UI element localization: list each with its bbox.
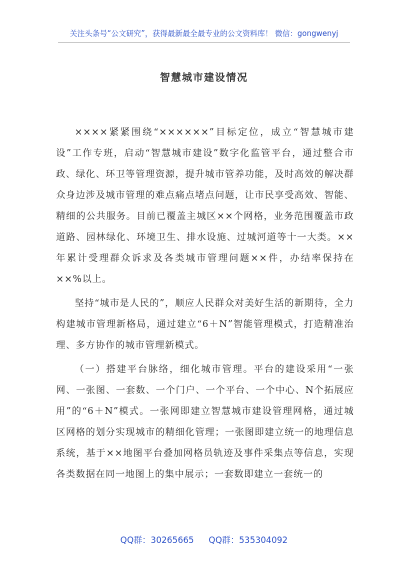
document-body — [56, 122, 354, 488]
paragraph-3: （一）搭建平台脉络，细化城市管理。平台的建设采用“一张网、一张图、一套数、一个门户、一个平台、一个中心、N个拓展应用”的“6＋N”模式。一张网即建立智慧城市建设管理网格，通过城区网格的划分实现城市的精细化管理；一张图即建立统一的地理信息系统，基于××地图平台叠加网格员轨迹及事件采集点等信息，实现各类数据在同一地图上的集中展示；一套数即建立一套统一的 — [56, 364, 354, 480]
paragraph-2: 坚持“城市是人民的”，顺应人民群众对美好生活的新期待，全力构建城市管理新格局，通过建立“6＋N”智能管理模式，打造精准治理、多方协作的城市管理新模式。 — [56, 298, 354, 351]
header-note: 关注头条号“公文研究”，获得最新最全最专业的公文资料库！ 微信：gongwenyj — [69, 29, 339, 38]
header-divider — [58, 42, 350, 43]
footer — [0, 534, 408, 546]
document-title: 智慧城市建设情况 — [160, 73, 248, 84]
paragraph-1: ××××紧紧围绕“××××××”目标定位，成立“智慧城市建设”工作专班，启动“智慧城市建设”数字化监管平台，通过整合市政、绿化、环卫等管理资源，提升城市管养功能，及时高效的解决群众身边涉及城市管理的难点痛点堵点问题，让市民享受高效、智能、精细的公共服务。目前已覆盖主城区××个网格，业务范围覆盖市政道路、园林绿化、环境卫生、排水设施、过城河道等十一大类。××年累计受理群众诉求及各类城市管理问题××件，办结率保持在××%以上。 — [56, 127, 354, 285]
footer-qq-group-2: QQ群：535304092 — [208, 536, 288, 546]
footer-qq-group-1: QQ群：30265665 — [120, 536, 194, 546]
